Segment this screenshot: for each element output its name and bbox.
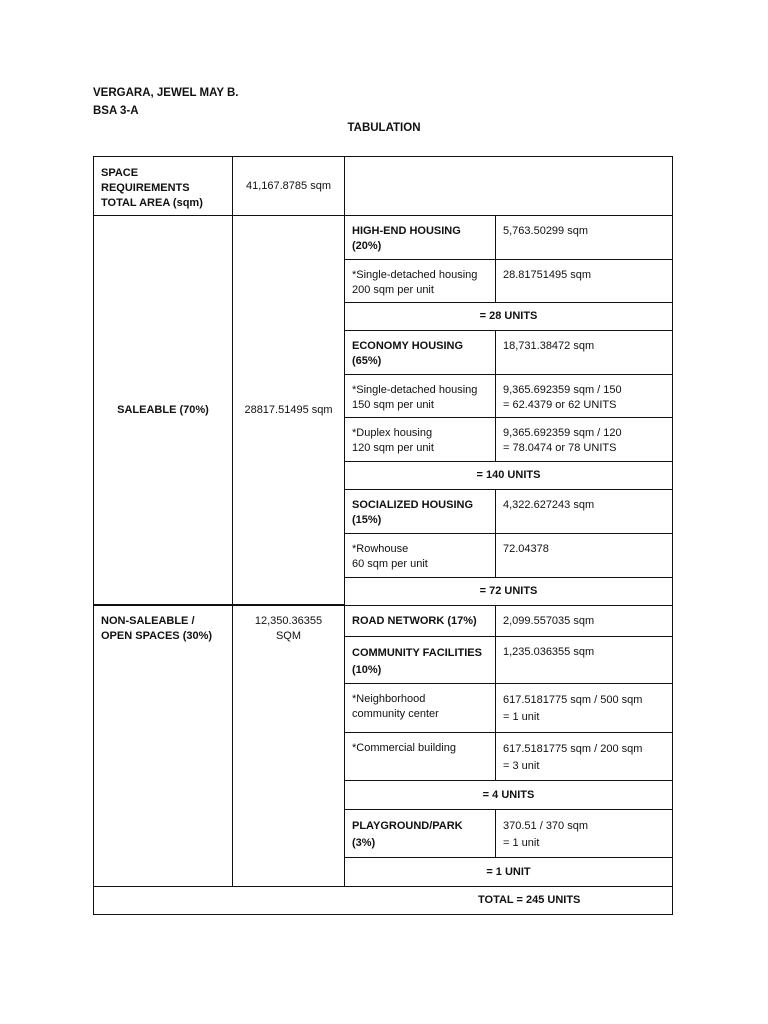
- economy-housing-value: 18,731.38472 sqm: [495, 330, 673, 375]
- space-requirements-label: SPACE REQUIREMENTS TOTAL AREA (sqm): [93, 156, 233, 216]
- high-end-units: = 28 UNITS: [344, 302, 673, 331]
- saleable-value: 28817.51495 sqm: [232, 215, 345, 605]
- socialized-housing-value: 4,322.627243 sqm: [495, 489, 673, 534]
- single-detached-150-value: 9,365.692359 sqm / 150 = 62.4379 or 62 UNITS: [495, 374, 673, 418]
- duplex-housing-label: *Duplex housing 120 sqm per unit: [344, 417, 496, 462]
- road-network-label: ROAD NETWORK (17%): [344, 605, 496, 637]
- commercial-building-value: 617.5181775 sqm / 200 sqm = 3 unit: [495, 732, 673, 781]
- playground-park-value: 370.51 / 370 sqm = 1 unit: [495, 809, 673, 858]
- community-facilities-label: COMMUNITY FACILITIES (10%): [344, 636, 496, 684]
- socialized-housing-label: SOCIALIZED HOUSING (15%): [344, 489, 496, 534]
- commercial-building-label: *Commercial building: [344, 732, 496, 781]
- empty-header-cell: [344, 156, 673, 216]
- community-units: = 4 UNITS: [344, 780, 673, 810]
- non-saleable-value: 12,350.36355 SQM: [232, 605, 345, 887]
- socialized-units: = 72 UNITS: [344, 577, 673, 606]
- single-detached-150-label: *Single-detached housing 150 sqm per unit: [344, 374, 496, 418]
- neighborhood-center-value: 617.5181775 sqm / 500 sqm = 1 unit: [495, 683, 673, 733]
- student-section: BSA 3-A: [93, 105, 139, 117]
- total-units: TOTAL = 245 UNITS: [93, 886, 673, 915]
- rowhouse-value: 72.04378: [495, 533, 673, 578]
- high-end-housing-label: HIGH-END HOUSING (20%): [344, 215, 496, 260]
- single-detached-200-value: 28.81751495 sqm: [495, 259, 673, 303]
- high-end-housing-value: 5,763.50299 sqm: [495, 215, 673, 260]
- community-facilities-value: 1,235.036355 sqm: [495, 636, 673, 684]
- page-title: TABULATION: [347, 122, 421, 134]
- space-requirements-value: 41,167.8785 sqm: [232, 156, 345, 216]
- playground-units: = 1 UNIT: [344, 857, 673, 887]
- saleable-label: SALEABLE (70%): [93, 215, 233, 605]
- non-saleable-label: NON-SALEABLE / OPEN SPACES (30%): [93, 605, 233, 887]
- student-name: VERGARA, JEWEL MAY B.: [93, 87, 239, 99]
- rowhouse-label: *Rowhouse 60 sqm per unit: [344, 533, 496, 578]
- economy-housing-label: ECONOMY HOUSING (65%): [344, 330, 496, 375]
- economy-units: = 140 UNITS: [344, 461, 673, 490]
- neighborhood-center-label: *Neighborhood community center: [344, 683, 496, 733]
- playground-park-label: PLAYGROUND/PARK (3%): [344, 809, 496, 858]
- road-network-value: 2,099.557035 sqm: [495, 605, 673, 637]
- duplex-housing-value: 9,365.692359 sqm / 120 = 78.0474 or 78 UNITS: [495, 417, 673, 462]
- single-detached-200-label: *Single-detached housing 200 sqm per unit: [344, 259, 496, 303]
